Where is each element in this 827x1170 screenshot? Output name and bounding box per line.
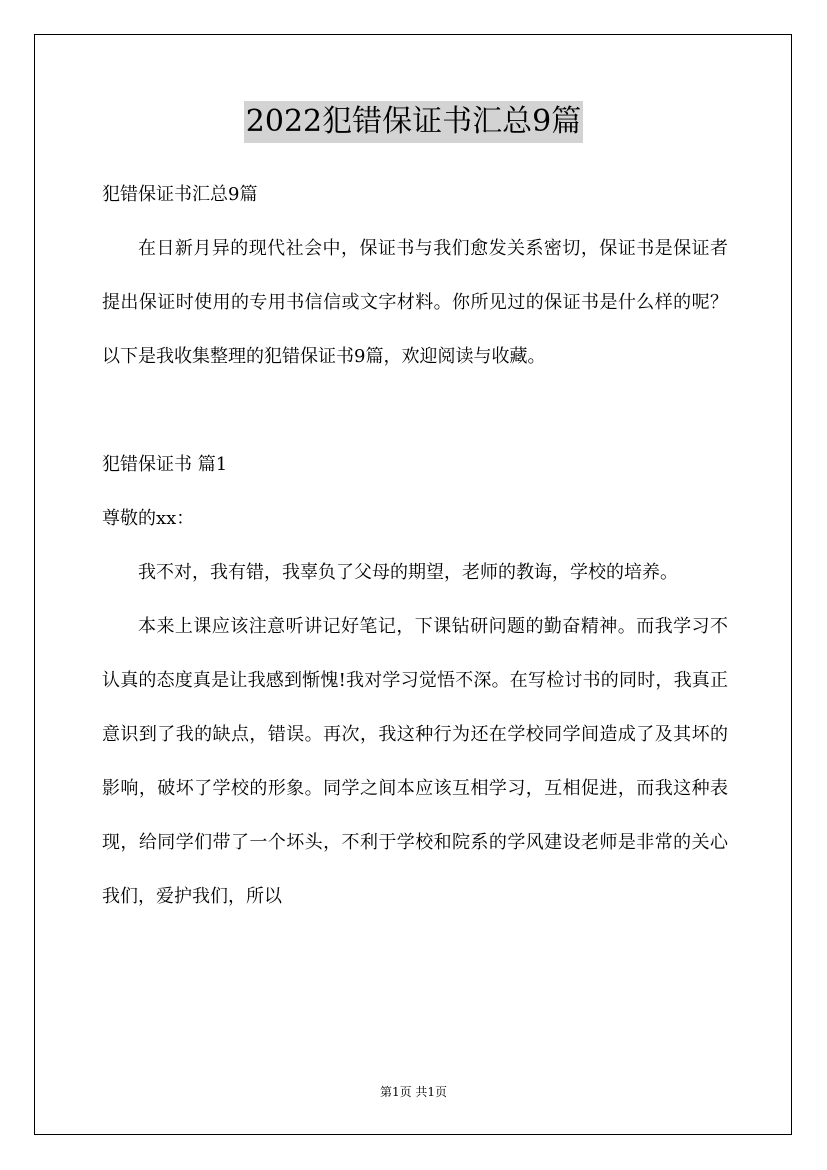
document-subtitle: 犯错保证书汇总9篇 bbox=[102, 184, 258, 205]
body-paragraph-2: 本来上课应该注意听讲记好笔记，下课钻研问题的勤奋精神。而我学习不认真的态度真是让我感到惭愧!我对学习觉悟不深。在写检讨书的同时，我真正意识到了我的缺点，错误。再次，我这种行为还在学校同学间造成了及其坏的影响，破坏了学校的形象。同学之间本应该互相学习，互相促进，而我这种表现，给同学们带了一个坏头，不利于学校和院系的学风建设老师是非常的关心我们，爱护我们，所以 bbox=[102, 616, 728, 907]
document-body bbox=[102, 168, 728, 924]
document-title: 2022犯错保证书汇总9篇 bbox=[244, 101, 583, 143]
section-spacer bbox=[102, 384, 728, 438]
salutation: 尊敬的xx： bbox=[102, 508, 195, 529]
intro-paragraph: 在日新月异的现代社会中，保证书与我们愈发关系密切，保证书是保证者提出保证时使用的专用书信信或文字材料。你所见过的保证书是什么样的呢？以下是我收集整理的犯错保证书9篇，欢迎阅读与收藏。 bbox=[102, 238, 728, 367]
page-footer: 第1页 共1页 bbox=[379, 1085, 448, 1099]
title-container bbox=[0, 101, 827, 143]
body-paragraph-1: 我不对，我有错，我辜负了父母的期望，老师的教诲，学校的培养。 bbox=[138, 562, 678, 583]
section-heading: 犯错保证书 篇1 bbox=[102, 454, 228, 475]
